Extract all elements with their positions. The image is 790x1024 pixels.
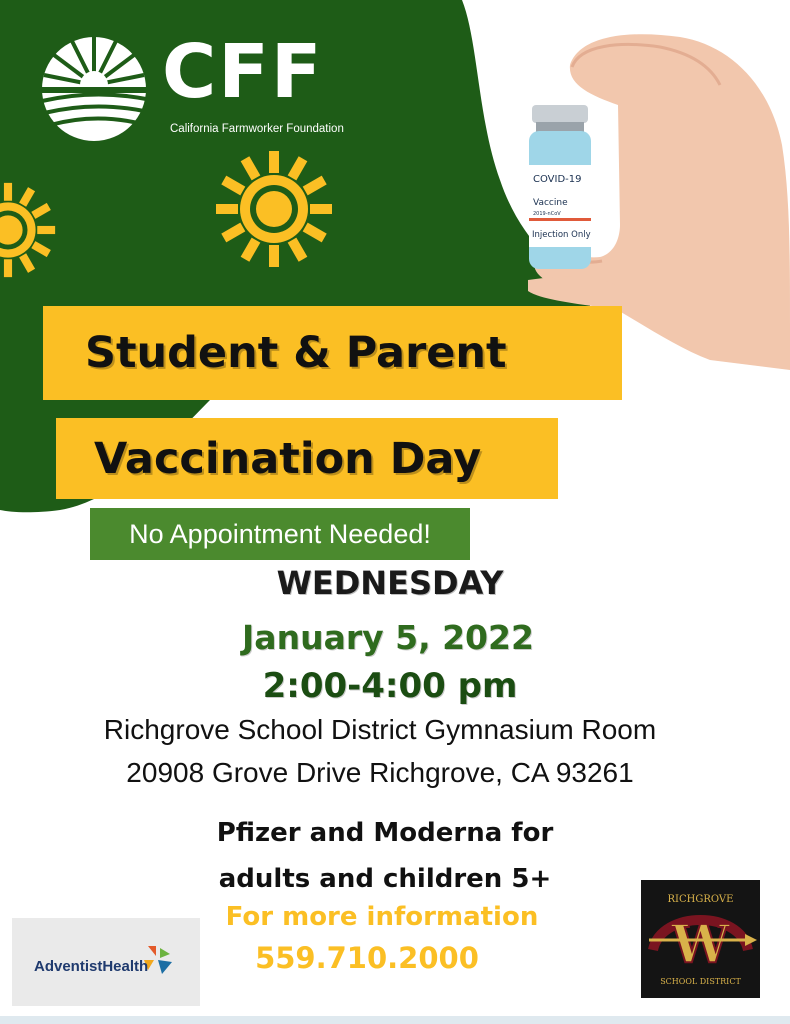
headline-line-1: Student & Parent bbox=[85, 328, 507, 378]
vial-label-ncov: 2019-nCoV bbox=[533, 211, 561, 217]
vial-label-injection: Injection Only bbox=[532, 230, 591, 240]
vaccines-line-2: adults and children 5+ bbox=[218, 864, 552, 894]
vial-label-vaccine: Vaccine bbox=[533, 198, 568, 208]
headline-line-2: Vaccination Day bbox=[94, 433, 482, 484]
event-day: WEDNESDAY bbox=[276, 564, 504, 602]
vaccines-line-1: Pfizer and Moderna for bbox=[216, 818, 554, 848]
richgrove-top-text: RICHGROVE bbox=[667, 894, 734, 905]
adventist-health-logo bbox=[12, 918, 200, 1006]
richgrove-w-letter: W bbox=[671, 914, 730, 975]
no-appointment-banner bbox=[90, 508, 470, 560]
bottom-strip bbox=[0, 1016, 790, 1024]
cff-logo bbox=[40, 29, 350, 145]
adventist-word: Adventist bbox=[34, 958, 103, 975]
event-time: 2:00-4:00 pm bbox=[262, 666, 518, 706]
headline-band-2 bbox=[56, 418, 558, 499]
contact-phone[interactable]: 559.710.2000 bbox=[255, 941, 479, 975]
health-word: Health bbox=[102, 958, 149, 975]
virus-icon bbox=[0, 178, 60, 282]
event-date: January 5, 2022 bbox=[242, 618, 534, 657]
adventist-health-wordmark bbox=[34, 958, 148, 975]
event-location-venue: Richgrove School District Gymnasium Room bbox=[103, 714, 657, 745]
vial-label-covid: COVID-19 bbox=[533, 174, 582, 185]
cff-wordmark: CFF bbox=[162, 29, 324, 115]
event-location-address: 20908 Grove Drive Richgrove, CA 93261 bbox=[126, 757, 634, 788]
sun-fields-icon bbox=[40, 35, 148, 143]
richgrove-school-district-logo bbox=[641, 880, 760, 998]
more-info-label: For more information bbox=[225, 902, 539, 932]
headline-band-1 bbox=[43, 306, 622, 400]
cff-full-name: California Farmworker Foundation bbox=[170, 123, 344, 135]
virus-icon bbox=[210, 145, 338, 273]
no-appointment-text: No Appointment Needed! bbox=[129, 518, 431, 549]
richgrove-bottom-text: SCHOOL DISTRICT bbox=[660, 977, 741, 986]
